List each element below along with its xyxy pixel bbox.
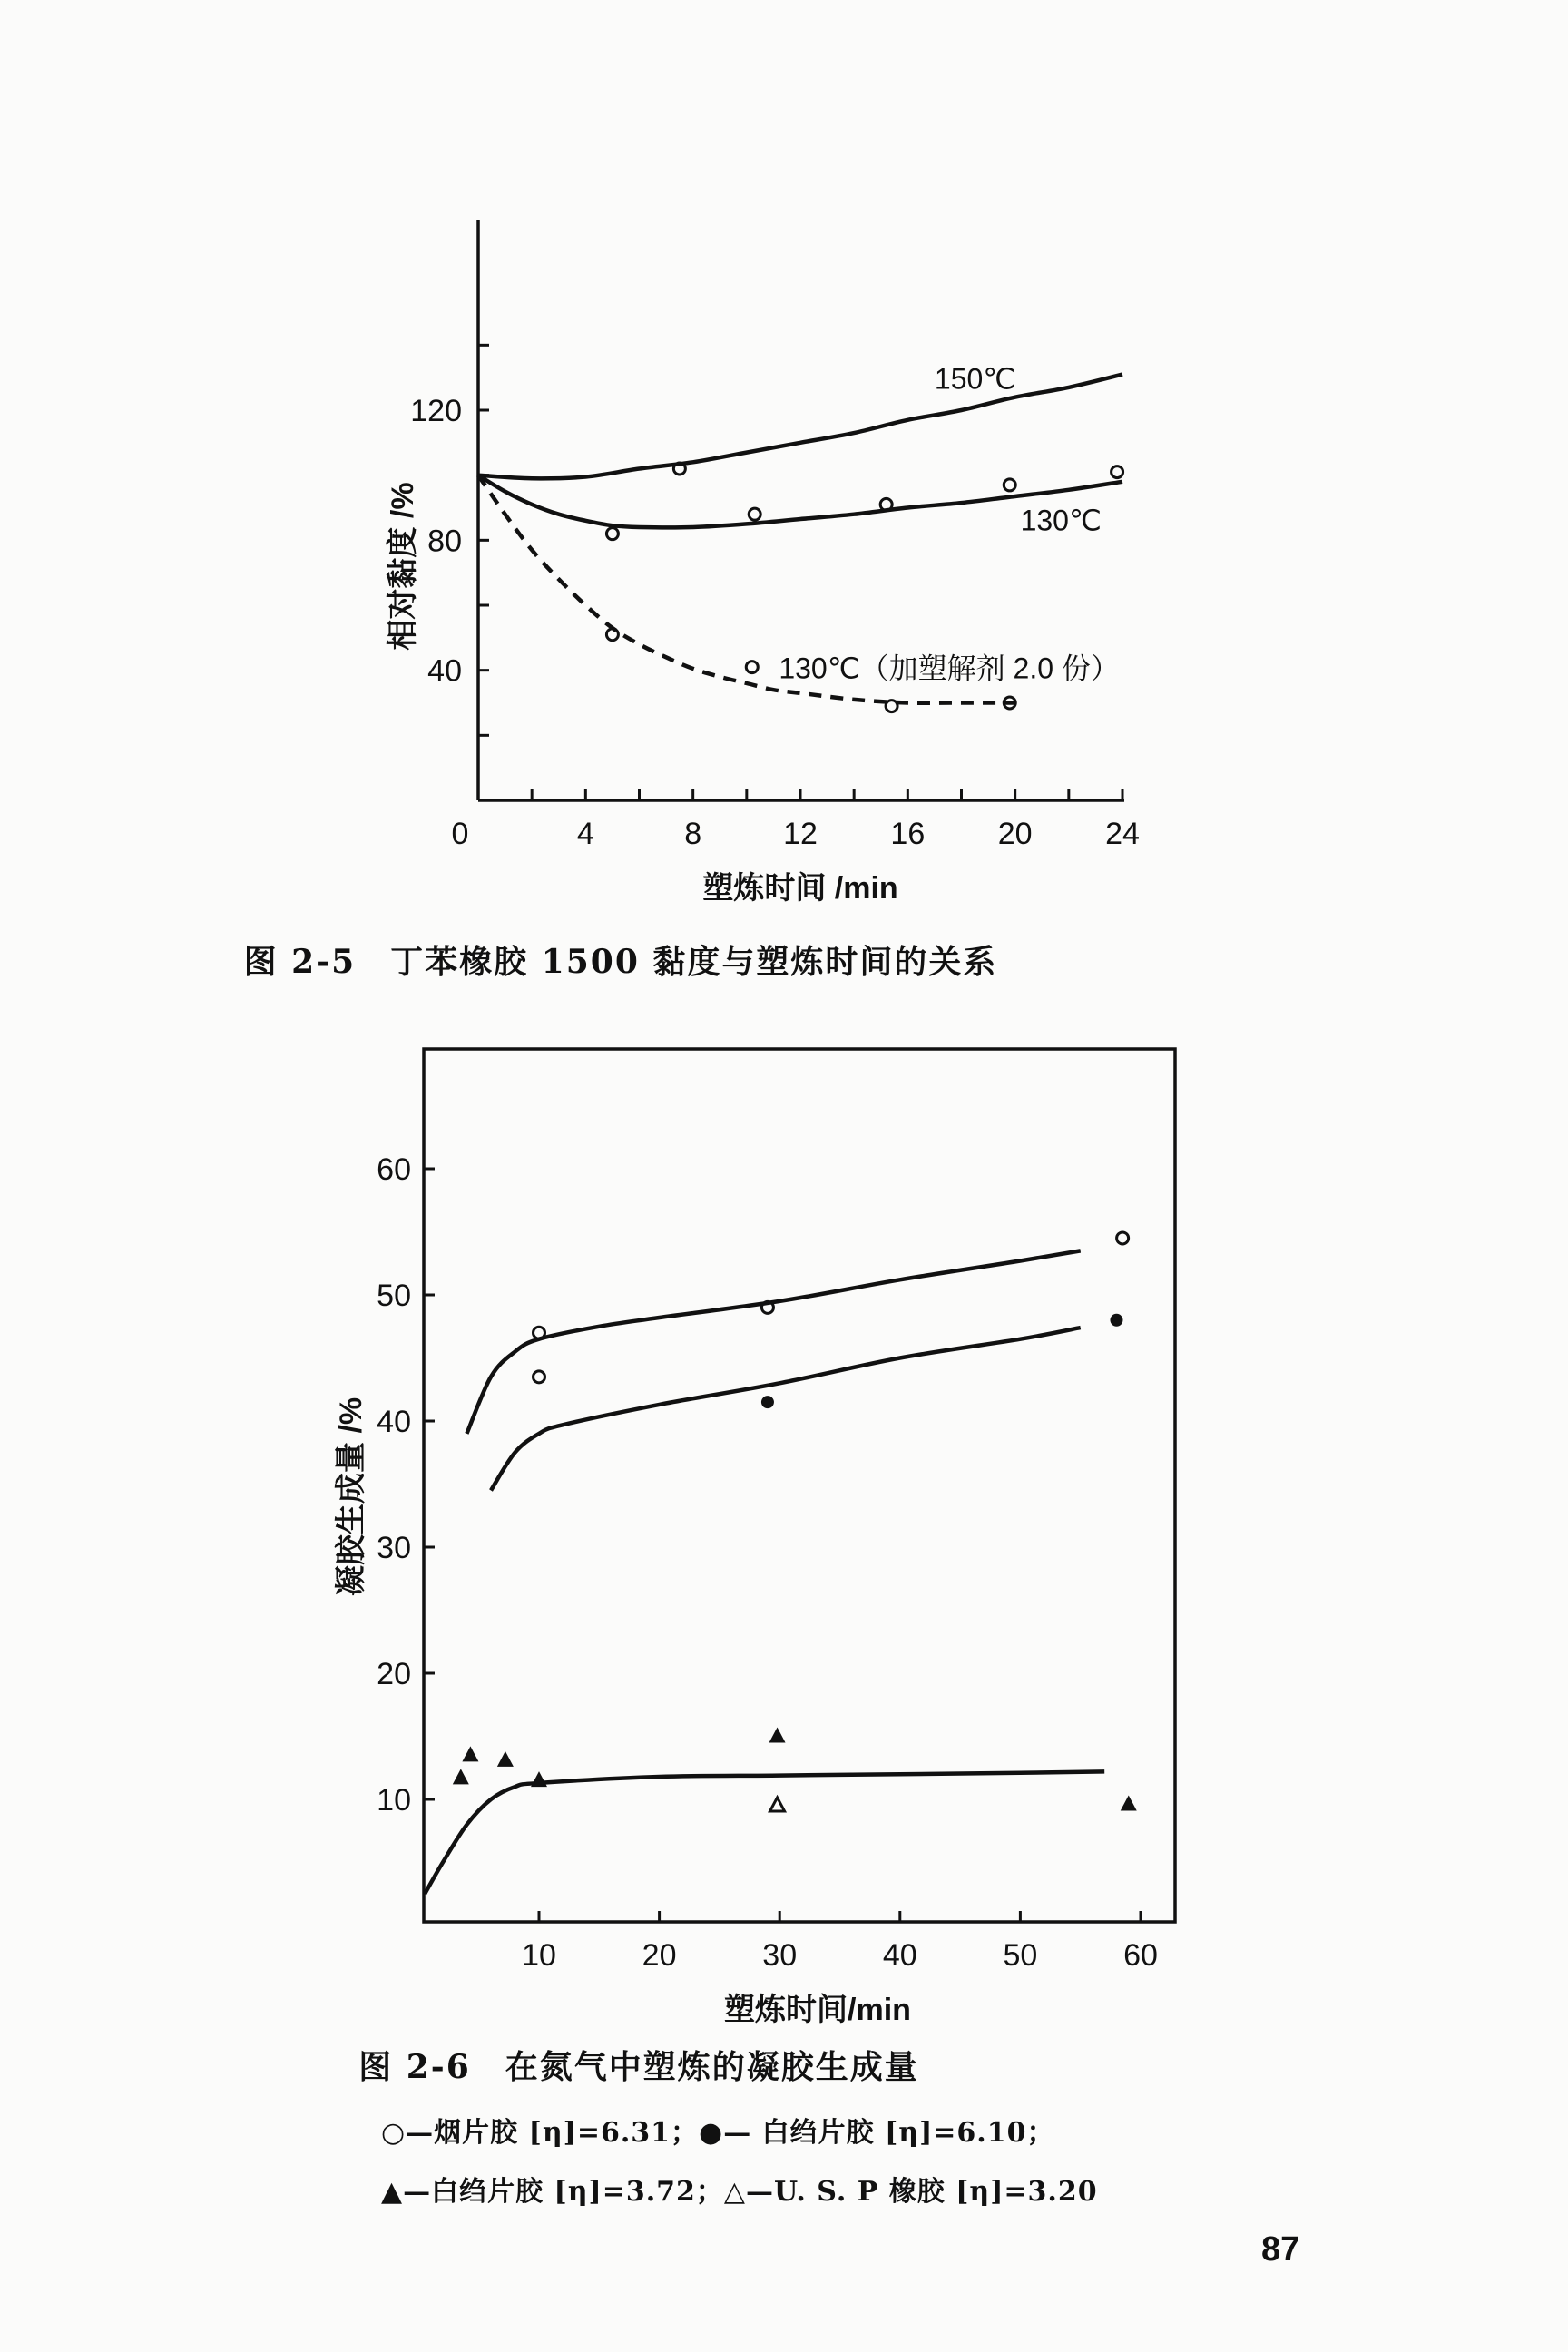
y-tick-label: 60 bbox=[377, 1152, 411, 1187]
data-point-filled-triangle bbox=[497, 1751, 514, 1767]
fit-curve-3 bbox=[425, 1771, 1104, 1894]
x-tick-label: 12 bbox=[783, 817, 818, 851]
x-tick-label: 20 bbox=[997, 817, 1033, 851]
figure-2-5-caption: 图 2-5 丁苯橡胶 1500 黏度与塑炼时间的关系 bbox=[243, 943, 998, 981]
plot-frame bbox=[424, 1049, 1175, 1922]
y-tick-label: 30 bbox=[377, 1531, 411, 1565]
data-point-filled-triangle bbox=[531, 1771, 547, 1787]
series-line-1 bbox=[478, 375, 1122, 479]
data-point-o bbox=[534, 1327, 545, 1338]
data-point-filled-circle bbox=[761, 1396, 774, 1408]
y-tick-label: 20 bbox=[377, 1657, 411, 1691]
data-point-series-2 bbox=[1004, 479, 1015, 491]
x-tick-label: 10 bbox=[522, 1938, 556, 1973]
series-label-130c: 130℃ bbox=[1020, 504, 1102, 537]
x-tick-label: 60 bbox=[1123, 1938, 1158, 1973]
data-point-series-3 bbox=[746, 662, 758, 673]
data-point-filled-triangle bbox=[453, 1769, 469, 1784]
data-point-series-2 bbox=[606, 528, 618, 540]
fit-curve-2 bbox=[491, 1328, 1081, 1490]
data-point-series-2 bbox=[1112, 466, 1123, 478]
x-tick-label: 16 bbox=[890, 817, 926, 851]
figure-2-5-chart bbox=[0, 145, 1568, 926]
y-tick-label: 40 bbox=[377, 1405, 411, 1439]
series-label-150c: 150℃ bbox=[934, 362, 1016, 396]
data-point-open-triangle bbox=[770, 1798, 785, 1811]
data-point-filled-circle bbox=[1110, 1314, 1122, 1327]
x-axis-title: 塑炼时间/min bbox=[724, 1993, 911, 2024]
data-point-series-3 bbox=[886, 701, 897, 712]
x-tick-label: 20 bbox=[642, 1938, 677, 1973]
data-point-filled-triangle bbox=[1121, 1796, 1137, 1811]
y-tick-label: 40 bbox=[427, 653, 462, 689]
data-point-filled-triangle bbox=[462, 1746, 478, 1761]
y-tick-label: 50 bbox=[377, 1279, 411, 1313]
x-tick-label: 4 bbox=[576, 817, 594, 851]
x-tick-label: 50 bbox=[1003, 1938, 1038, 1973]
x-tick-label: 24 bbox=[1105, 817, 1140, 851]
x-tick-label: 40 bbox=[882, 1938, 917, 1973]
data-point-o bbox=[534, 1371, 545, 1383]
x-tick-label: 8 bbox=[684, 817, 702, 851]
data-point-series-2 bbox=[749, 508, 760, 520]
x-tick-label: 0 bbox=[451, 817, 469, 851]
page-number: 87 bbox=[1261, 2230, 1300, 2269]
y-tick-label: 10 bbox=[377, 1783, 411, 1818]
x-axis-title: 塑炼时间 /min bbox=[702, 871, 898, 906]
y-tick-label: 80 bbox=[427, 524, 462, 559]
y-axis-title: 相对黏度 /% bbox=[386, 482, 420, 651]
y-axis-title: 凝胶生成量 /% bbox=[334, 1396, 368, 1596]
data-point-o bbox=[1117, 1232, 1129, 1244]
series-label-130c-peptizer: 130℃（加塑解剂 2.0 份） bbox=[779, 652, 1120, 685]
figure-2-6-caption: 图 2-6 在氮气中塑炼的凝胶生成量 bbox=[358, 2048, 919, 2086]
data-point-filled-triangle bbox=[769, 1728, 786, 1743]
y-tick-label: 120 bbox=[410, 394, 462, 428]
figure-2-6-legend-line-2: ▲—白绉片胶 [η]=3.72；△—U. S. P 橡胶 [η]=3.20 bbox=[381, 2176, 1098, 2208]
figure-2-6-legend-line-1: ○—烟片胶 [η]=6.31；●— 白绉片胶 [η]=6.10； bbox=[381, 2117, 1055, 2149]
figure-2-6-chart bbox=[0, 1016, 1568, 2024]
x-tick-label: 30 bbox=[762, 1938, 798, 1973]
